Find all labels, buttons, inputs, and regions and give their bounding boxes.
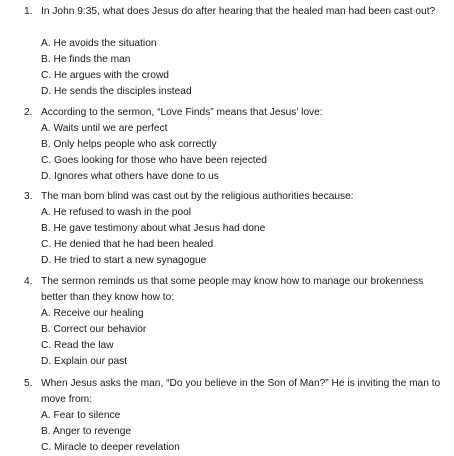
answer-option-d: D. Ignores what others have done to us [41, 171, 219, 182]
question-number: 4. [24, 276, 33, 287]
answer-option-a: A. Fear to silence [41, 410, 121, 421]
answer-option-d: D. Explain our past [41, 356, 128, 367]
answer-option-b: B. He gave testimony about what Jesus had done [41, 223, 266, 234]
question-number: 3. [24, 191, 33, 202]
answer-option-d: D. He tried to start a new synagogue [41, 255, 207, 266]
answer-option-c: C. He denied that he had been healed [41, 239, 214, 250]
answer-option-a: A. He avoids the situation [41, 38, 157, 49]
answer-option-b: B. He finds the man [41, 54, 131, 65]
question-text: The sermon reminds us that some people may know how to manage our brokenness better than they know how to: [41, 276, 424, 303]
answer-option-a: A. Waits until we are perfect [41, 123, 168, 134]
answer-option-d: D. He sends the disciples instead [41, 86, 192, 97]
answer-option-a: A. He refused to wash in the pool [41, 207, 192, 218]
question-text: According to the sermon, “Love Finds” means that Jesus’ love: [41, 107, 323, 118]
question-text: When Jesus asks the man, “Do you believe in the Son of Man?” He is inviting the man to move from: [41, 378, 441, 405]
answer-option-a: A. Receive our healing [41, 308, 144, 319]
answer-option-c: C. He argues with the crowd [41, 70, 169, 81]
answer-option-c: C. Read the law [41, 340, 114, 351]
question-number: 1. [24, 6, 33, 17]
answer-option-c: C. Goes looking for those who have been rejected [41, 155, 267, 166]
answer-option-b: B. Only helps people who ask correctly [41, 139, 217, 150]
question-text: The man born blind was cast out by the religious authorities because: [41, 191, 354, 202]
question-text: In John 9:35, what does Jesus do after hearing that the healed man had been cast out? [41, 6, 436, 17]
question-number: 2. [24, 107, 33, 118]
answer-option-b: B. Anger to revenge [41, 426, 132, 437]
question-number: 5. [24, 378, 33, 389]
answer-option-b: B. Correct our behavior [41, 324, 147, 335]
answer-option-c: C. Miracle to deeper revelation [41, 442, 180, 453]
